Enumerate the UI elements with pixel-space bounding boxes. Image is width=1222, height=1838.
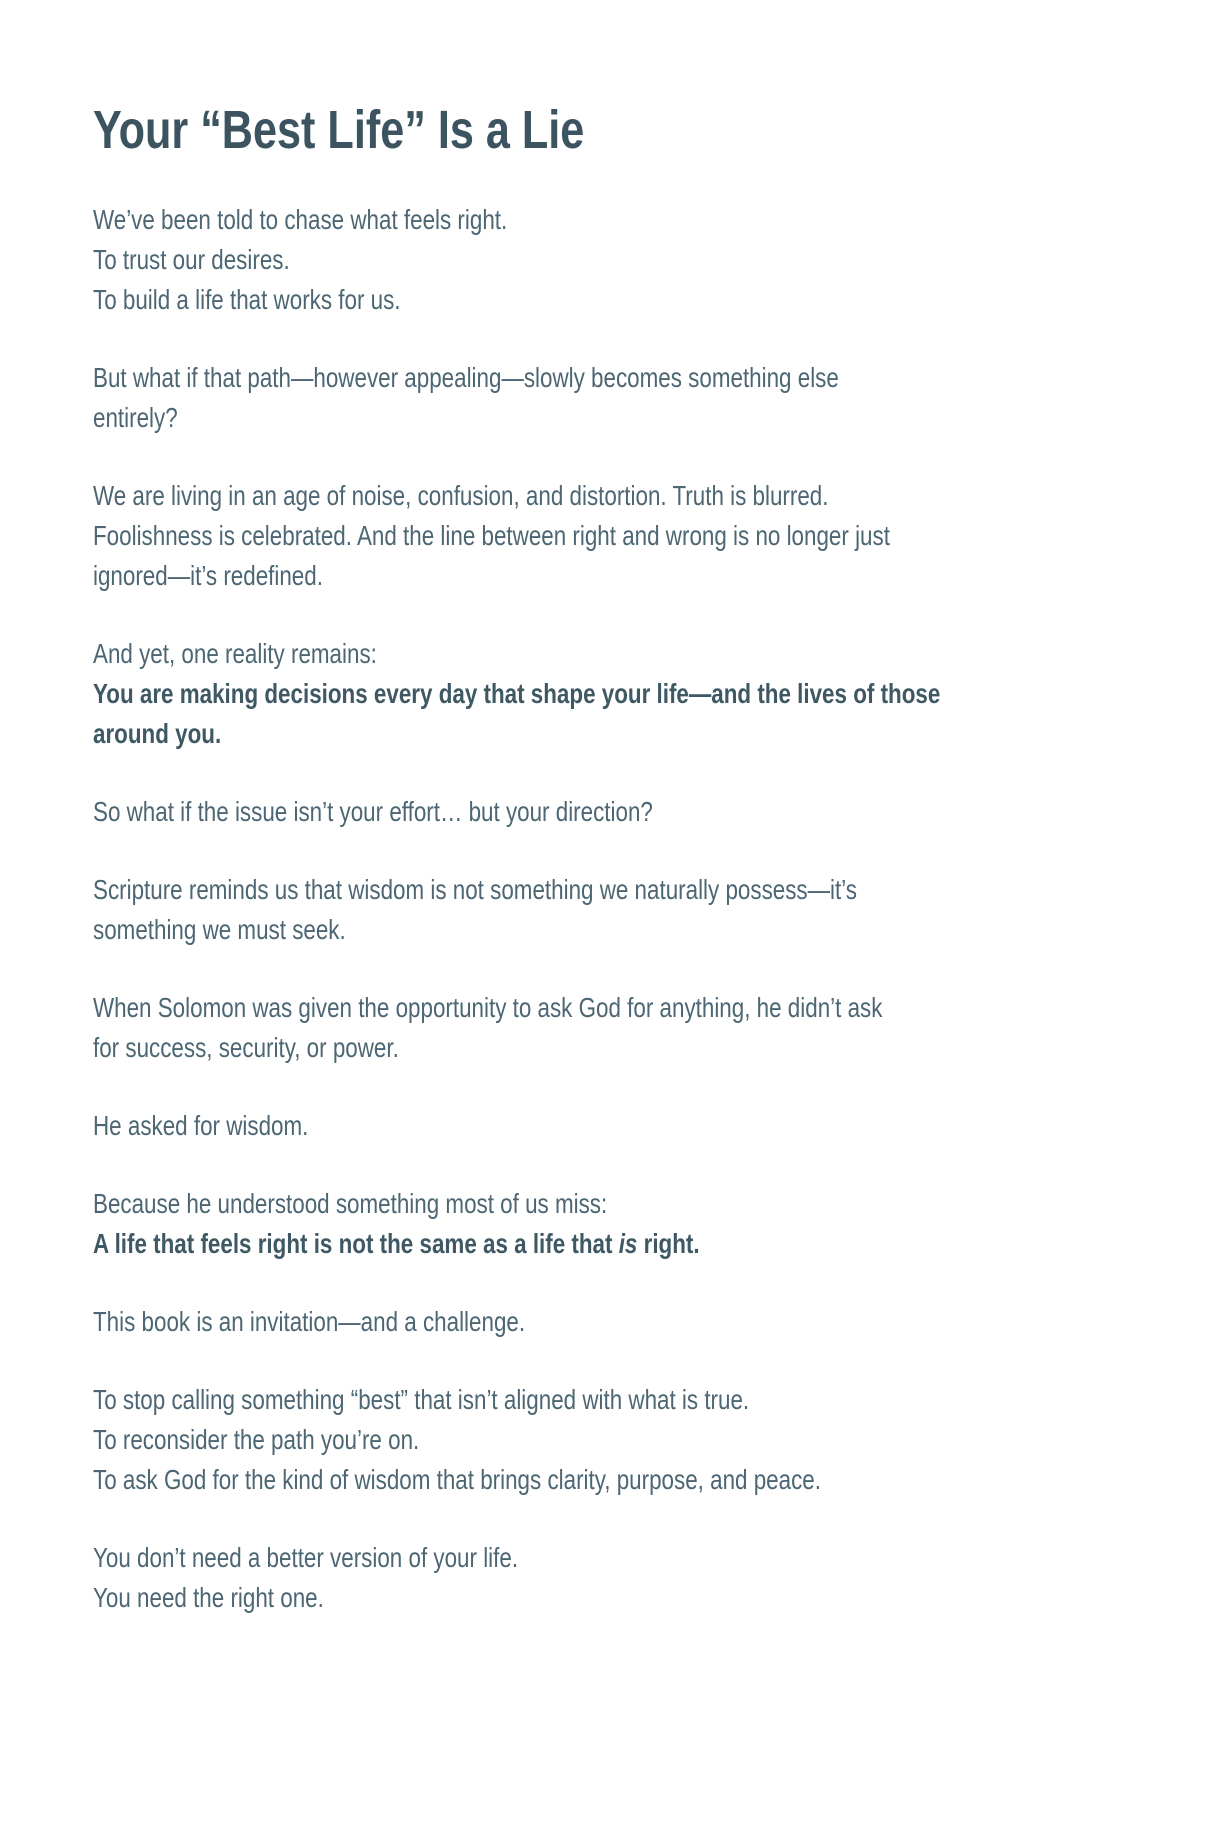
paragraph: [93, 1380, 1213, 1500]
text-segment: And yet, one reality remains:: [93, 638, 377, 669]
paragraph-container: [93, 200, 1213, 1618]
text-segment: Scripture reminds us that wisdom is not something we naturally possess—it’s: [93, 874, 857, 905]
paragraph: [93, 870, 1213, 950]
text-segment: entirely?: [93, 402, 178, 433]
text-segment: right.: [637, 1228, 700, 1259]
page-title: Your “Best Life” Is a Lie: [93, 100, 585, 160]
text-segment: We are living in an age of noise, confusion, and distortion. Truth is blurred.: [93, 480, 829, 511]
paragraph: [93, 1302, 1213, 1342]
text-segment: You don’t need a better version of your life.: [93, 1542, 519, 1573]
paragraph: [93, 1538, 1213, 1618]
text-segment: To trust our desires.: [93, 244, 290, 275]
text-segment: is: [618, 1228, 638, 1259]
paragraph: [93, 792, 1213, 832]
text-segment: When Solomon was given the opportunity to ask God for anything, he didn’t ask: [93, 992, 883, 1023]
text-segment: But what if that path—however appealing—slowly becomes something else: [93, 362, 839, 393]
text-segment: This book is an invitation—and a challenge.: [93, 1306, 526, 1337]
text-segment: for success, security, or power.: [93, 1032, 399, 1063]
text-segment: We’ve been told to chase what feels right.: [93, 204, 508, 235]
text-segment: Foolishness is celebrated. And the line between right and wrong is no longer just: [93, 520, 890, 551]
text-segment: ignored—it’s redefined.: [93, 560, 323, 591]
paragraph: [93, 1184, 1213, 1264]
paragraph: [93, 358, 1213, 438]
document-body: [93, 98, 1213, 1618]
text-segment: He asked for wisdom.: [93, 1110, 309, 1141]
text-segment: You need the right one.: [93, 1582, 324, 1613]
text-segment: around you.: [93, 718, 222, 749]
text-segment: To ask God for the kind of wisdom that brings clarity, purpose, and peace.: [93, 1464, 821, 1495]
text-segment: To stop calling something “best” that isn’t aligned with what is true.: [93, 1384, 750, 1415]
paragraph: [93, 1106, 1213, 1146]
text-segment: something we must seek.: [93, 914, 346, 945]
text-segment: You are making decisions every day that shape your life—and the lives of those: [93, 678, 941, 709]
text-segment: Because he understood something most of us miss:: [93, 1188, 608, 1219]
paragraph: [93, 634, 1213, 754]
text-segment: A life that feels right is not the same as a life that: [93, 1228, 619, 1259]
text-segment: To reconsider the path you’re on.: [93, 1424, 420, 1455]
paragraph: [93, 200, 1213, 320]
text-segment: To build a life that works for us.: [93, 284, 401, 315]
paragraph: [93, 476, 1213, 596]
paragraph: [93, 988, 1213, 1068]
text-segment: So what if the issue isn’t your effort… but your direction?: [93, 796, 653, 827]
